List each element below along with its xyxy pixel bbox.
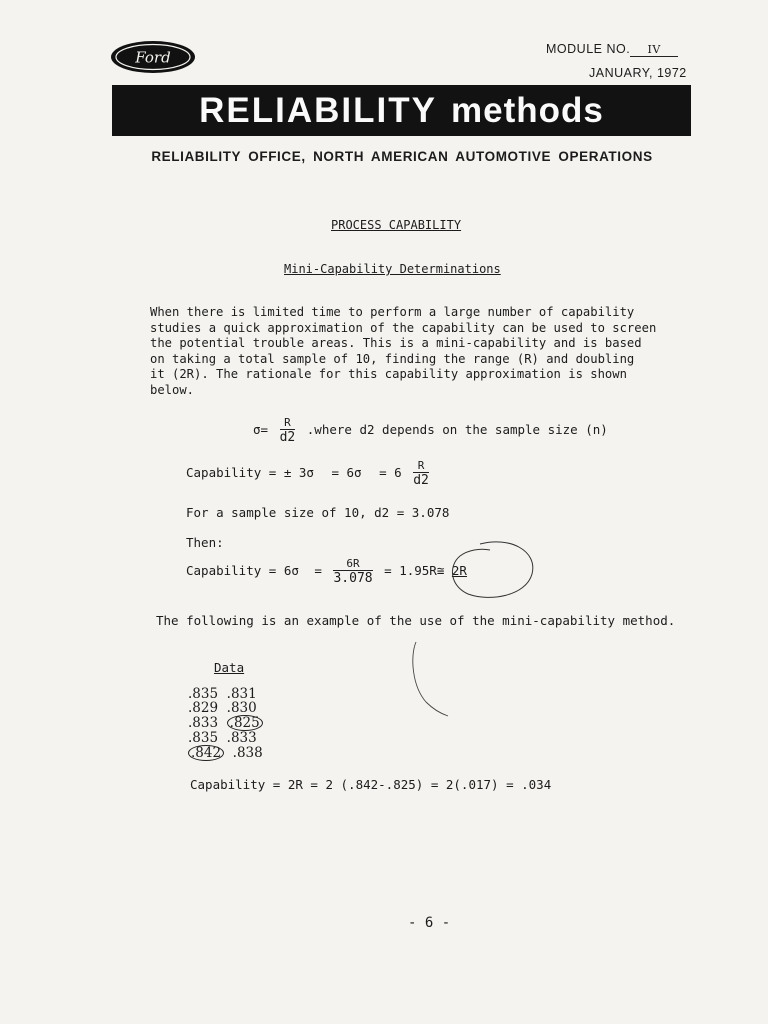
eq1-fraction [280, 416, 296, 445]
office-subheader: RELIABILITY OFFICE, NORTH AMERICAN AUTOMOTIVE OPERATIONS [151, 149, 653, 164]
eq4-denominator: 3.078 [333, 571, 373, 586]
data-cell: .835 [188, 730, 219, 746]
banner-title-word2: methods [450, 90, 604, 130]
intro-line: on taking a total sample of 10, finding the range (R) and doubling [150, 351, 635, 366]
data-row [188, 701, 263, 715]
intro-line: studies a quick approximation of the capability can be used to screen [150, 320, 657, 335]
data-cell: .833 [188, 715, 219, 731]
eq4-rhs: = 1.95R [384, 563, 437, 578]
intro-paragraph [150, 305, 710, 399]
handdrawn-circle-annotation [440, 536, 540, 606]
eq1-numerator: R [280, 416, 296, 430]
data-row [188, 715, 263, 731]
intro-line: the potential trouble areas. This is a mini-capability and is based [150, 336, 642, 351]
document-date: JANUARY, 1972 [589, 66, 687, 80]
example-intro-text: The following is an example of the use of the mini-capability method. [156, 613, 676, 628]
eq2-denominator: d2 [413, 473, 429, 488]
eq4-equals: = [314, 563, 322, 578]
subsection-title: Mini-Capability Determinations [284, 262, 501, 276]
data-cell: .831 [226, 686, 257, 702]
data-row [188, 731, 263, 745]
intro-line: When there is limited time to perform a large number of capability [150, 305, 635, 319]
eq4-label: Capability = 6σ [186, 563, 299, 578]
module-number-line [546, 42, 678, 57]
data-cell: .835 [188, 686, 219, 702]
eq4-numerator: 6R [333, 557, 372, 571]
eq4-fraction [333, 557, 372, 586]
eq4-approx-value: 2R [451, 563, 467, 578]
ford-logo-text: Ford [135, 48, 171, 67]
equation-sigma [253, 416, 608, 445]
title-banner [112, 85, 691, 136]
eq1-lhs: σ= [253, 422, 269, 437]
intro-line: below. [150, 382, 195, 397]
eq4-approx-symbol: ≅ [436, 563, 445, 578]
page-number: - 6 - [408, 915, 451, 931]
handdrawn-bracket-annotation [404, 636, 454, 718]
equation-capability-result [186, 557, 467, 586]
data-table [188, 687, 263, 761]
data-cell-circled-max: .842 [188, 745, 224, 761]
data-cell-circled-min: .825 [227, 715, 263, 731]
data-cell: .830 [226, 700, 257, 716]
data-cell: .838 [232, 745, 263, 761]
module-label: MODULE NO. [546, 42, 631, 56]
eq2-fraction [413, 459, 429, 488]
module-number: IV [630, 43, 678, 57]
eq1-text: .where d2 depends on the sample size (n) [306, 422, 608, 437]
data-row [188, 745, 263, 761]
eq2-mid: = 6σ [331, 465, 362, 480]
data-row [188, 687, 263, 701]
intro-line: it (2R). The rationale for this capability approximation is shown [150, 367, 627, 382]
eq2-label: Capability = ± 3σ [186, 465, 314, 480]
section-title: PROCESS CAPABILITY [331, 218, 462, 232]
capability-result-line: Capability = 2R = 2 (.842-.825) = 2(.017) = .034 [190, 777, 552, 792]
equation-capability [186, 459, 433, 488]
eq2-rhs: = 6 [379, 465, 402, 480]
data-title: Data [214, 660, 245, 675]
eq1-denominator: d2 [279, 430, 296, 445]
then-label: Then: [186, 535, 224, 550]
equation-sample-size: For a sample size of 10, d2 = 3.078 [186, 505, 450, 520]
ford-logo [110, 40, 196, 74]
banner-title-word1: RELIABILITY [199, 90, 437, 130]
data-cell: .829 [188, 700, 219, 716]
eq2-numerator: R [413, 459, 429, 473]
data-cell: .833 [226, 730, 257, 746]
